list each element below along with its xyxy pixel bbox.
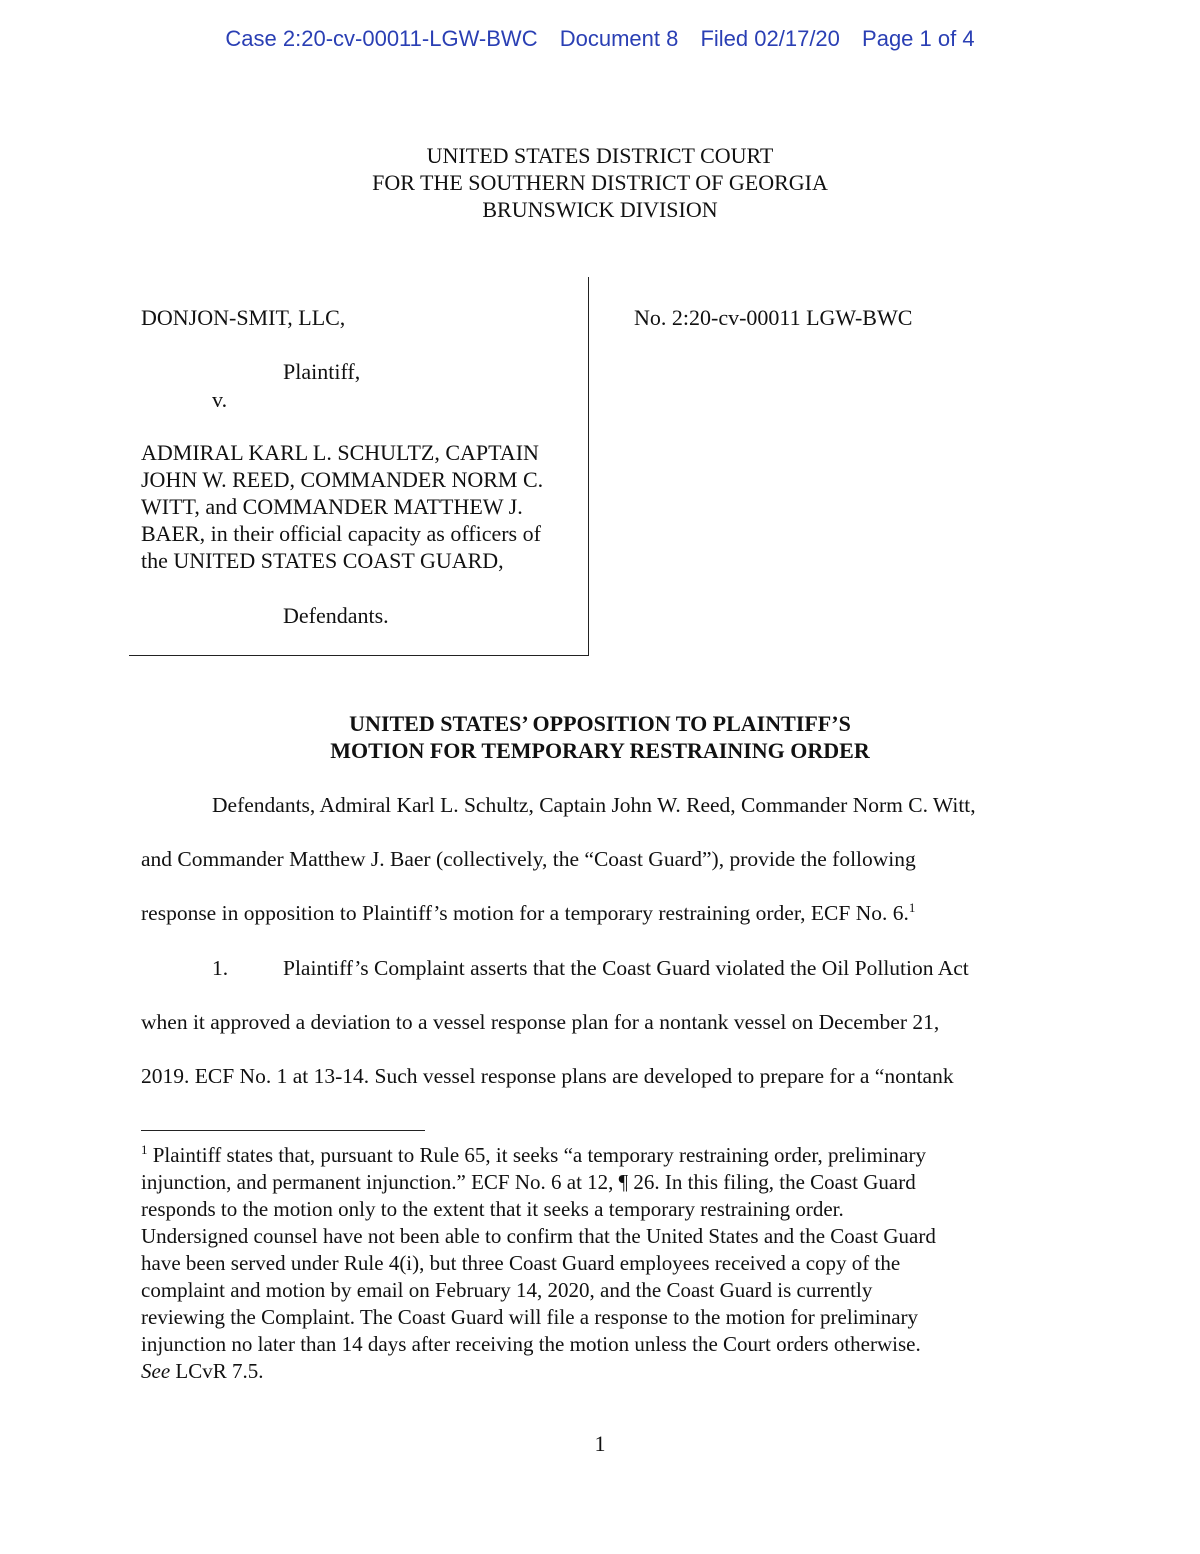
plaintiff-name: DONJON-SMIT, LLC, — [141, 305, 346, 330]
footnote-line: have been served under Rule 4(i), but three Coast Guard employees received a copy of the — [141, 1251, 901, 1275]
ecf-header — [0, 26, 1200, 52]
footnote-line: reviewing the Complaint. The Coast Guard will file a response to the motion for preliminary — [141, 1305, 919, 1329]
defendants-role: Defendants. — [283, 603, 389, 628]
ecf-filed-date: Filed 02/17/20 — [700, 26, 840, 51]
body-line: when it approved a deviation to a vessel response plan for a nontank vessel on December 21, — [141, 1010, 940, 1034]
body-line: 2019. ECF No. 1 at 13-14. Such vessel response plans are developed to prepare for a “nontank — [141, 1064, 954, 1088]
citation-signal: See — [141, 1359, 171, 1383]
ecf-page-count: Page 1 of 4 — [862, 26, 975, 51]
ecf-document-number: Document 8 — [559, 26, 679, 51]
footnote-citation: LCvR 7.5. — [170, 1359, 264, 1383]
court-name: UNITED STATES DISTRICT COURT — [426, 143, 774, 168]
footnote-reference[interactable]: 1 — [908, 899, 916, 915]
defendants-line: BAER, in their official capacity as officers of — [141, 521, 541, 546]
footnote-text: Plaintiff states that, pursuant to Rule 65, it seeks “a temporary restraining order, preliminary — [152, 1143, 926, 1167]
footnote-separator — [141, 1130, 425, 1131]
body-line: Plaintiff’s Complaint asserts that the Coast Guard violated the Oil Pollution Act — [283, 956, 969, 980]
plaintiff-role: Plaintiff, — [283, 359, 361, 384]
caption-vertical-rule — [588, 277, 589, 656]
body-text: response in opposition to Plaintiff’s motion for a temporary restraining order, ECF No. 6. — [141, 901, 909, 925]
footnote-line: injunction no later than 14 days after receiving the motion unless the Court orders otherwise. — [141, 1332, 921, 1356]
footnote-line: injunction, and permanent injunction.” ECF No. 6 at 12, ¶ 26. In this filing, the Coast Guard — [141, 1170, 916, 1194]
defendants-line: the UNITED STATES COAST GUARD, — [141, 548, 504, 573]
court-district: FOR THE SOUTHERN DISTRICT OF GEORGIA — [372, 170, 828, 195]
paragraph-number: 1. — [212, 956, 229, 980]
caption-horizontal-rule — [129, 655, 589, 656]
defendants-line: ADMIRAL KARL L. SCHULTZ, CAPTAIN — [141, 440, 539, 465]
case-number: No. 2:20-cv-00011 LGW-BWC — [634, 305, 913, 330]
page-number: 1 — [594, 1431, 606, 1456]
defendants-line: WITT, and COMMANDER MATTHEW J. — [141, 494, 523, 519]
document-title-line: UNITED STATES’ OPPOSITION TO PLAINTIFF’S — [349, 711, 851, 736]
versus-label: v. — [212, 387, 228, 412]
ecf-case-number: Case 2:20-cv-00011-LGW-BWC — [225, 26, 538, 51]
footnote-line: complaint and motion by email on February 14, 2020, and the Coast Guard is currently — [141, 1278, 873, 1302]
body-line — [141, 901, 915, 926]
defendants-line: JOHN W. REED, COMMANDER NORM C. — [141, 467, 544, 492]
footnote-line — [141, 1143, 926, 1168]
body-line: and Commander Matthew J. Baer (collectively, the “Coast Guard”), provide the following — [141, 847, 916, 871]
footnote-line: Undersigned counsel have not been able to confirm that the United States and the Coast Guard — [141, 1224, 936, 1248]
footnote-line: responds to the motion only to the extent that it seeks a temporary restraining order. — [141, 1197, 844, 1221]
body-line: Defendants, Admiral Karl L. Schultz, Captain John W. Reed, Commander Norm C. Witt, — [212, 793, 976, 817]
footnote-line — [141, 1359, 264, 1384]
document-title-line: MOTION FOR TEMPORARY RESTRAINING ORDER — [330, 738, 870, 763]
footnote-marker: 1 — [141, 1142, 148, 1157]
court-division: BRUNSWICK DIVISION — [482, 197, 718, 222]
